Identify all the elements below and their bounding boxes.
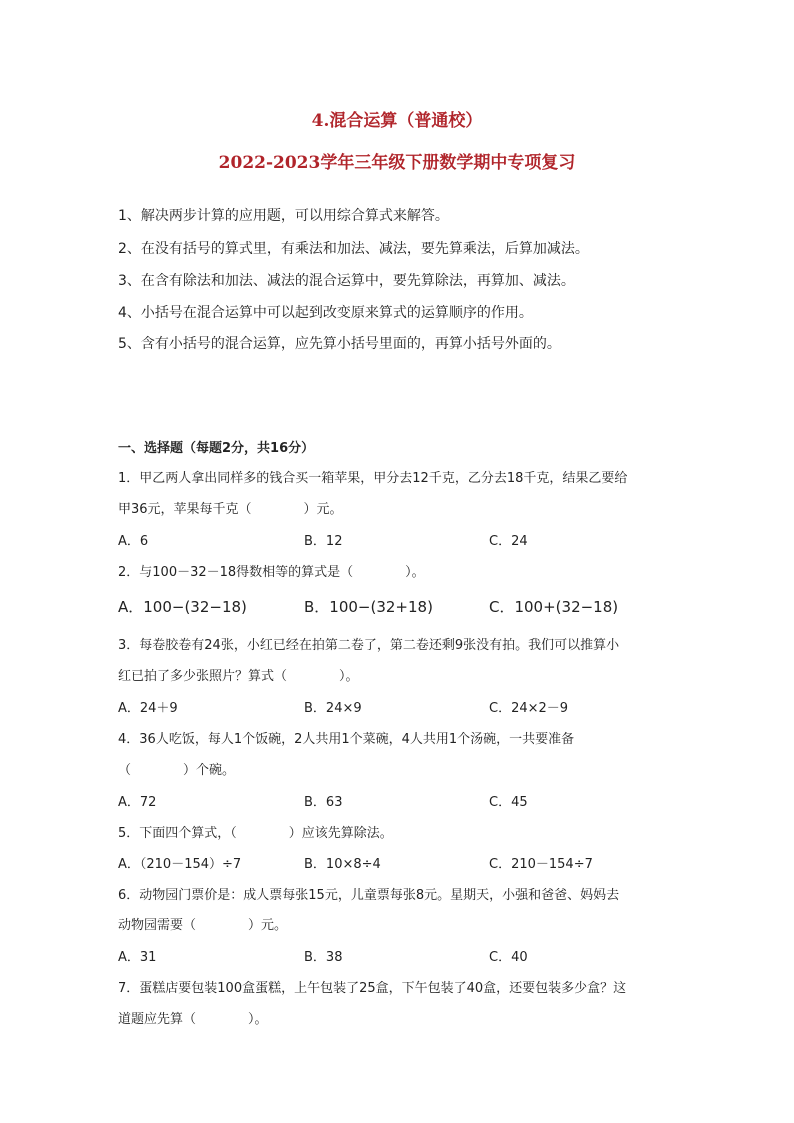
option-b: B．24×9 (304, 701, 362, 716)
question-7-text: 7．蛋糕店要包装100盒蛋糕，上午包装了25盒，下午包装了40盒，还要包装多少盒？这 (118, 981, 627, 996)
option-b: B．12 (304, 534, 343, 549)
option-c: C．40 (489, 950, 528, 965)
knowledge-point: 1、解决两步计算的应用题，可以用综合算式来解答。 (118, 208, 449, 224)
question-3-text-cont: 红已拍了多少张照片？算式（ ）。 (118, 669, 359, 684)
option-b: B．10×8÷4 (304, 857, 381, 872)
question-6-text-cont: 动物园需要（ ）元。 (118, 918, 288, 933)
question-7-text-cont: 道题应先算（ ）。 (118, 1012, 268, 1027)
question-2-text: 2．与100－32－18得数相等的算式是（ ）。 (118, 565, 425, 580)
option-c: C．24 (489, 534, 528, 549)
question-4-options (118, 791, 718, 811)
option-a: A．72 (118, 795, 157, 810)
question-6-text: 6．动物园门票价是：成人票每张15元，儿童票每张8元。星期天，小强和爸爸、妈妈去 (118, 888, 620, 903)
option-b: B．63 (304, 795, 343, 810)
question-5-text: 5．下面四个算式，（ ）应该先算除法。 (118, 826, 393, 841)
question-4-text-cont: （ ）个碗。 (118, 763, 236, 778)
option-a: A．24＋9 (118, 701, 178, 716)
question-3-options (118, 697, 718, 717)
option-a: A．6 (118, 534, 149, 549)
question-3-text: 3．每卷胶卷有24张，小红已经在拍第二卷了，第二卷还剩9张没有拍。我们可以推算小 (118, 638, 620, 653)
option-c: C．210－154÷7 (489, 857, 593, 872)
option-c: C．100+(32−18) (489, 598, 619, 616)
option-c: C．45 (489, 795, 528, 810)
document-title: 4.混合运算（普通校） (311, 111, 483, 131)
option-a: A．100−(32−18) (118, 598, 247, 616)
option-a: A．（210－154）÷7 (118, 857, 242, 872)
option-b: B．38 (304, 950, 343, 965)
question-4-text: 4．36人吃饭，每人1个饭碗，2人共用1个菜碗，4人共用1个汤碗，一共要准备 (118, 732, 575, 747)
option-b: B．100−(32+18) (304, 598, 433, 616)
knowledge-point: 2、在没有括号的算式里，有乘法和加法、减法，要先算乘法，后算加减法。 (118, 241, 589, 257)
option-c: C．24×2－9 (489, 701, 569, 716)
question-1-text: 1．甲乙两人拿出同样多的钱合买一箱苹果，甲分去12千克，乙分去18千克，结果乙要给 (118, 471, 628, 486)
question-5-options (118, 853, 718, 873)
knowledge-point: 3、在含有除法和加法、减法的混合运算中，要先算除法，再算加、减法。 (118, 273, 575, 289)
option-a: A．31 (118, 950, 157, 965)
section-heading: 一、选择题（每题2分，共16分） (118, 441, 315, 456)
question-1-options (118, 530, 718, 550)
knowledge-point: 5、含有小括号的混合运算，应先算小括号里面的，再算小括号外面的。 (118, 336, 561, 352)
question-6-options (118, 946, 718, 966)
question-2-options (118, 596, 718, 616)
question-1-text-cont: 甲36元，苹果每千克（ ）元。 (118, 502, 343, 517)
knowledge-point: 4、小括号在混合运算中可以起到改变原来算式的运算顺序的作用。 (118, 305, 533, 321)
document-subtitle: 2022-2023学年三年级下册数学期中专项复习 (218, 153, 576, 173)
